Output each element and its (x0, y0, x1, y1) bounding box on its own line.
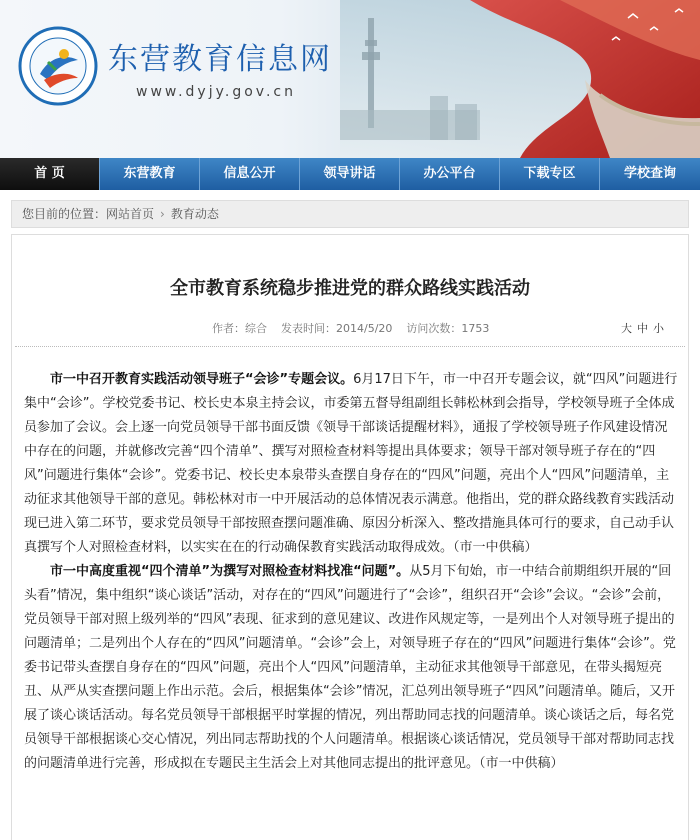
meta-divider (15, 346, 685, 347)
breadcrumb-separator-icon: › (160, 207, 165, 221)
breadcrumb-prefix: 您目前的位置： (22, 207, 107, 221)
article-paragraph (24, 560, 679, 776)
nav-item-info-disclosure[interactable]: 信息公开 (200, 158, 300, 190)
breadcrumb-home-link[interactable]: 网站首页 (106, 207, 155, 221)
site-url: www.dyjy.gov.cn (136, 84, 296, 100)
breadcrumb (11, 200, 689, 228)
site-title: 东营教育信息网 (108, 42, 332, 77)
article-paragraph (24, 368, 679, 560)
site-logo[interactable] (18, 26, 98, 106)
font-medium-button[interactable]: 中 (637, 322, 648, 335)
paragraph-body: 6月17日下午，市一中召开专题会议，就“四风”问题进行集中“会诊”。学校党委书记、校长史本泉主持会议，市委第五督导组副组长韩松林到会指导，学校领导班子全体成员参加了会议。会上逐一向党员领导干部书面反馈《领导干部谈话提醒材料》，通报了学校领导班子作风建设情况中存在的问题，并就修改完善“四个清单”、撰写对照检查材料等提出具体要求；领导干部对领导班子存在的“四风”问题进行集体“会诊”。党委书记、校长史本泉带头查摆自身存在的“四风”问题，亮出个人“四风”问题清单，主动征求其他领导干部的意见。韩松林对市一中开展活动的总体情况表示满意。他指出，党的群众路线教育实践活动现已进入第二环节，要求党员领导干部按照查摆问题准确、原因分析深入、整改措施具体可行的要求，自己动手认真撰写个人对照检查材料，以实实在在的行动确保教育实践活动取得成效。（市一中供稿） (24, 372, 678, 555)
site-header (0, 0, 700, 158)
nav-item-dongying-education[interactable]: 东营教育 (100, 158, 200, 190)
article-title: 全市教育系统稳步推进党的群众路线实践活动 (170, 278, 530, 299)
nav-item-leader-speeches[interactable]: 领导讲话 (300, 158, 400, 190)
header-banner-scenery (0, 0, 700, 158)
paragraph-lead: 市一中召开教育实践活动领导班子“会诊”专题会议。 (50, 372, 354, 387)
article-meta (212, 320, 503, 336)
nav-item-home[interactable]: 首 页 (0, 158, 100, 190)
article-date: 发表时间：2014/5/20 (281, 322, 393, 335)
breadcrumb-current[interactable]: 教育动态 (170, 207, 219, 221)
article-author: 作者：综合 (212, 322, 267, 335)
nav-item-downloads[interactable]: 下载专区 (500, 158, 600, 190)
article-views: 访问次数：1753 (406, 322, 490, 335)
main-nav (0, 158, 700, 190)
paragraph-lead: 市一中高度重视“四个清单”为撰写对照检查材料找准“问题”。 (50, 564, 410, 579)
font-size-switcher (621, 320, 669, 336)
article-body (24, 368, 679, 776)
font-small-button[interactable]: 小 (653, 322, 664, 335)
nav-item-school-search[interactable]: 学校查询 (623, 166, 676, 181)
paragraph-body: 从5月下旬始，市一中结合前期组织开展的“回头看”情况，集中组织“谈心谈话”活动，对存在的“四风”问题进行了“会诊”，组织召开“会诊”会议。“会诊”会前，党员领导干部对照上级列举的“四风”表现、征求到的意见建议、改进作风规定等，一是列出个人对领导班子提出的问题清单；二是列出个人存在的“四风”问题清单。“会诊”会上，对领导班子存在的“四风”问题进行集体“会诊”。党委书记带头查摆自身存在的“四风”问题，亮出个人“四风”问题清单，主动征求其他领导干部意见，在带头揭短亮丑、从严从实查摆问题上作出示范。会后，根据集体“会诊”情况，汇总列出领导班子“四风”问题清单。随后，又开展了谈心谈话活动。每名党员领导干部根据平时掌握的情况，列出帮助同志找的问题清单。谈心谈话之后，每名党员领导干部根据谈心交心情况，列出同志帮助找的个人问题清单。根据谈心谈话情况，党员领导干部对帮助同志找的问题清单进行完善，形成拟在专题民主生活会上对其他同志提出的批评意见。（市一中供稿） (24, 564, 676, 771)
nav-item-office-platform[interactable]: 办公平台 (400, 158, 500, 190)
font-large-button[interactable]: 大 (621, 322, 632, 335)
